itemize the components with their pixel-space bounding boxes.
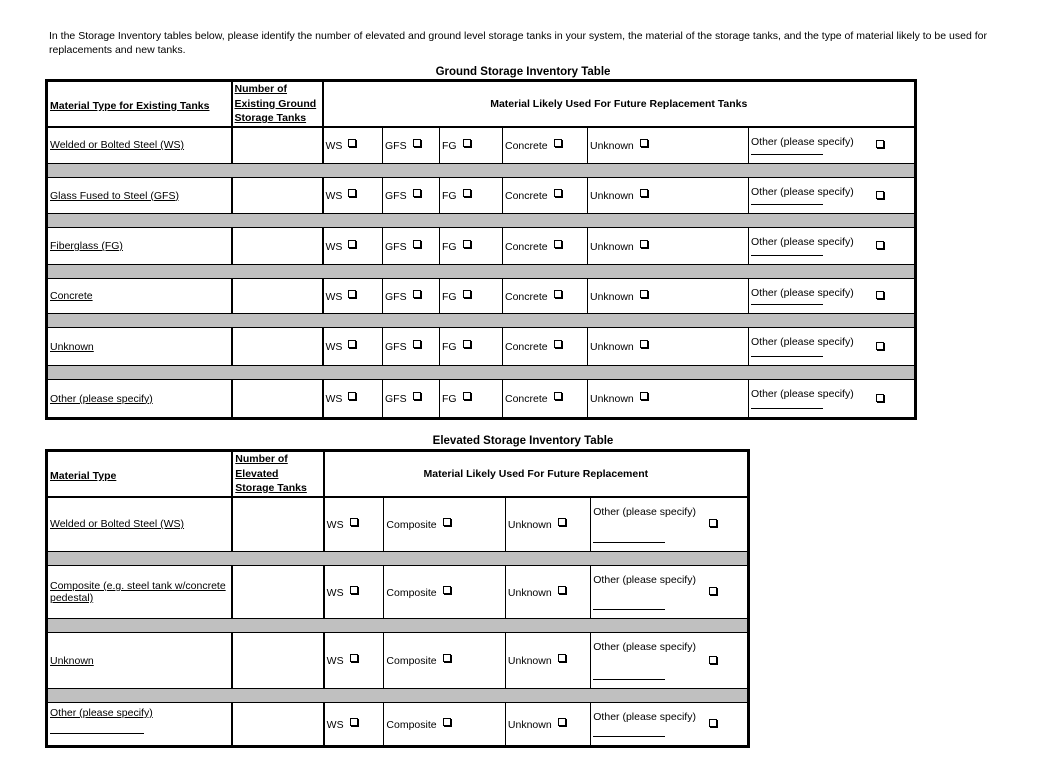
- option-unknown: [505, 703, 590, 747]
- option-label: FG: [442, 139, 457, 152]
- checkbox-gfs[interactable]: [413, 392, 421, 400]
- option-unknown: [588, 228, 749, 265]
- checkbox-ws[interactable]: [350, 654, 358, 662]
- ground-header-future: Material Likely Used For Future Replacement Tanks: [323, 81, 916, 127]
- option-unknown: [505, 566, 590, 619]
- other-label: Other (please specify): [751, 186, 854, 198]
- option-fg: [440, 228, 503, 265]
- checkbox-unknown[interactable]: [640, 189, 648, 197]
- checkbox-other[interactable]: [876, 342, 884, 350]
- row-separator: [47, 164, 916, 178]
- option-unknown: [588, 127, 749, 164]
- other-label: Other (please specify): [593, 641, 696, 653]
- checkbox-concrete[interactable]: [554, 240, 562, 248]
- ground-row-welded-or-bolted-steel-ws: [47, 127, 916, 164]
- material-label: Welded or Bolted Steel (WS): [50, 139, 185, 152]
- option-gfs: [383, 127, 440, 164]
- row-separator: [47, 552, 749, 566]
- option-label: Composite: [386, 518, 437, 531]
- checkbox-gfs[interactable]: [413, 189, 421, 197]
- checkbox-ws[interactable]: [350, 586, 358, 594]
- intro-text: In the Storage Inventory tables below, please identify the number of elevated and ground level storage tanks in your system, the material of the storage tanks, and the type of material likely to be used for replacements and new tanks.: [49, 30, 987, 56]
- other-label: Other (please specify): [593, 711, 696, 723]
- option-gfs: [383, 380, 440, 419]
- checkbox-unknown[interactable]: [640, 240, 648, 248]
- option-label: WS: [326, 518, 344, 531]
- option-other: [749, 127, 916, 164]
- checkbox-other[interactable]: [709, 656, 717, 664]
- option-label: GFS: [385, 190, 407, 202]
- option-label: GFS: [385, 240, 407, 253]
- checkbox-ws[interactable]: [348, 290, 356, 298]
- checkbox-concrete[interactable]: [554, 290, 562, 298]
- option-unknown: [505, 633, 590, 689]
- material-text: Other (please specify): [50, 707, 153, 719]
- checkbox-concrete[interactable]: [554, 139, 562, 147]
- checkbox-concrete[interactable]: [554, 392, 562, 400]
- option-label: Composite: [386, 655, 437, 667]
- option-label: FG: [442, 240, 457, 253]
- option-label: FG: [442, 190, 457, 202]
- checkbox-ws[interactable]: [348, 340, 356, 348]
- ground-table-title: Ground Storage Inventory Table: [435, 66, 611, 78]
- option-label: Composite: [386, 586, 437, 599]
- tank-count-field[interactable]: [232, 380, 323, 419]
- other-specify-line[interactable]: [751, 204, 823, 205]
- checkbox-concrete[interactable]: [554, 189, 562, 197]
- checkbox-other[interactable]: [876, 291, 884, 299]
- option-concrete: [503, 127, 588, 164]
- option-label: WS: [326, 718, 344, 731]
- other-specify-line[interactable]: [593, 609, 665, 610]
- row-separator: [47, 265, 916, 279]
- option-label: FG: [442, 290, 457, 303]
- material-label: Unknown: [50, 340, 94, 353]
- checkbox-ws[interactable]: [348, 392, 356, 400]
- checkbox-gfs[interactable]: [413, 240, 421, 248]
- tank-count-field[interactable]: [232, 279, 323, 314]
- option-label: Concrete: [505, 190, 548, 202]
- other-specify-line[interactable]: [593, 679, 665, 680]
- ground-row-glass-fused-to-steel-gfs: [47, 178, 916, 214]
- checkbox-other[interactable]: [876, 241, 884, 249]
- option-ws: [323, 228, 383, 265]
- option-other: [591, 497, 749, 552]
- elevated-row-composite-e-g-steel-tank-w-concrete-pedestal: [47, 566, 749, 619]
- other-label: Other (please specify): [751, 135, 854, 148]
- elevated-row-other-please-specify: [47, 703, 749, 747]
- option-gfs: [383, 328, 440, 366]
- checkbox-composite[interactable]: [443, 718, 451, 726]
- checkbox-other[interactable]: [876, 394, 884, 402]
- option-composite: [384, 566, 506, 619]
- option-other: [749, 178, 916, 214]
- option-other: [591, 566, 749, 619]
- option-composite: [384, 633, 506, 689]
- option-label: GFS: [385, 341, 407, 353]
- option-label: WS: [325, 341, 343, 353]
- checkbox-unknown[interactable]: [640, 139, 648, 147]
- option-label: WS: [325, 139, 343, 152]
- elevated-storage-table: [45, 449, 750, 748]
- tank-count-field[interactable]: [232, 497, 323, 552]
- checkbox-fg[interactable]: [463, 189, 471, 197]
- material-label: Other (please specify): [50, 392, 153, 405]
- elevated-header-number: Number of Elevated Storage Tanks: [232, 451, 323, 497]
- option-label: WS: [325, 240, 343, 253]
- elevated-row-welded-or-bolted-steel-ws: [47, 497, 749, 552]
- option-ws: [324, 497, 384, 552]
- option-label: WS: [325, 290, 343, 303]
- option-concrete: [503, 178, 588, 214]
- checkbox-composite[interactable]: [443, 654, 451, 662]
- other-label: Other (please specify): [751, 336, 854, 348]
- row-separator: [47, 619, 749, 633]
- option-gfs: [383, 228, 440, 265]
- tank-count-field[interactable]: [232, 703, 323, 747]
- checkbox-unknown[interactable]: [558, 718, 566, 726]
- option-ws: [323, 178, 383, 214]
- option-label: Concrete: [505, 240, 548, 253]
- checkbox-gfs[interactable]: [413, 340, 421, 348]
- other-specify-line[interactable]: [751, 255, 823, 256]
- option-fg: [440, 380, 503, 419]
- option-fg: [440, 127, 503, 164]
- option-fg: [440, 328, 503, 366]
- option-label: WS: [326, 586, 344, 599]
- option-label: Unknown: [590, 393, 634, 405]
- option-composite: [384, 703, 506, 747]
- material-label: Welded or Bolted Steel (WS): [50, 518, 185, 531]
- option-label: GFS: [385, 139, 407, 152]
- other-specify-line[interactable]: [751, 304, 823, 305]
- checkbox-gfs[interactable]: [413, 139, 421, 147]
- other-specify-line[interactable]: [593, 736, 665, 737]
- option-label: WS: [326, 655, 344, 667]
- option-unknown: [588, 380, 749, 419]
- ground-header-number: Number of Existing Ground Storage Tanks: [232, 81, 323, 127]
- other-label: Other (please specify): [751, 236, 854, 248]
- other-label: Other (please specify): [751, 287, 854, 299]
- option-gfs: [383, 279, 440, 314]
- option-ws: [324, 633, 384, 689]
- option-label: Concrete: [505, 290, 548, 303]
- option-other: [591, 703, 749, 747]
- ground-row-fiberglass-fg: [47, 228, 916, 265]
- material-label: [47, 703, 233, 747]
- tank-count-field[interactable]: [232, 127, 323, 164]
- checkbox-gfs[interactable]: [413, 290, 421, 298]
- row-separator: [47, 366, 916, 380]
- option-label: Unknown: [590, 190, 634, 202]
- option-other: [749, 380, 916, 419]
- checkbox-ws[interactable]: [350, 518, 358, 526]
- option-ws: [324, 703, 384, 747]
- option-gfs: [383, 178, 440, 214]
- option-label: Unknown: [507, 655, 552, 667]
- option-ws: [323, 279, 383, 314]
- option-other: [749, 328, 916, 366]
- checkbox-ws[interactable]: [348, 139, 356, 147]
- checkbox-other[interactable]: [709, 587, 717, 595]
- checkbox-unknown[interactable]: [640, 340, 648, 348]
- option-ws: [323, 328, 383, 366]
- elevated-table-title: Elevated Storage Inventory Table: [432, 435, 614, 447]
- tank-count-field[interactable]: [232, 566, 323, 619]
- ground-storage-table: [45, 79, 917, 420]
- option-label: WS: [325, 190, 343, 202]
- checkbox-fg[interactable]: [463, 139, 471, 147]
- option-label: Unknown: [507, 586, 552, 599]
- checkbox-ws[interactable]: [348, 240, 356, 248]
- option-concrete: [503, 380, 588, 419]
- option-label: Unknown: [507, 718, 552, 731]
- elevated-row-unknown: [47, 633, 749, 689]
- option-label: Unknown: [590, 290, 634, 303]
- checkbox-unknown[interactable]: [558, 586, 566, 594]
- other-specify-line[interactable]: [751, 408, 823, 409]
- option-other: [591, 633, 749, 689]
- checkbox-concrete[interactable]: [554, 340, 562, 348]
- row-separator: [47, 689, 749, 703]
- option-label: Unknown: [590, 139, 634, 152]
- tank-count-field[interactable]: [232, 178, 323, 214]
- checkbox-other[interactable]: [709, 519, 717, 527]
- checkbox-other[interactable]: [876, 191, 884, 199]
- option-other: [749, 228, 916, 265]
- option-label: FG: [442, 341, 457, 353]
- row-separator: [47, 314, 916, 328]
- option-label: WS: [325, 393, 343, 405]
- tank-count-field[interactable]: [232, 633, 323, 689]
- option-label: Concrete: [505, 393, 548, 405]
- ground-header-material: Material Type for Existing Tanks: [47, 81, 232, 127]
- checkbox-fg[interactable]: [463, 392, 471, 400]
- option-unknown: [505, 497, 590, 552]
- option-label: Concrete: [505, 139, 548, 152]
- option-ws: [323, 380, 383, 419]
- material-label: Fiberglass (FG): [50, 240, 123, 252]
- other-specify-line[interactable]: [751, 154, 823, 155]
- option-ws: [324, 566, 384, 619]
- material-label: Concrete: [50, 290, 93, 302]
- option-label: FG: [442, 393, 457, 405]
- option-unknown: [588, 178, 749, 214]
- material-label: Unknown: [50, 654, 94, 667]
- option-other: [749, 279, 916, 314]
- other-label: Other (please specify): [593, 574, 696, 586]
- option-label: Unknown: [590, 240, 634, 253]
- option-fg: [440, 178, 503, 214]
- checkbox-unknown[interactable]: [558, 654, 566, 662]
- option-label: GFS: [385, 393, 407, 405]
- option-unknown: [588, 279, 749, 314]
- ground-row-concrete: [47, 279, 916, 314]
- option-concrete: [503, 279, 588, 314]
- option-label: Unknown: [507, 518, 552, 531]
- ground-row-other-please-specify: [47, 380, 916, 419]
- checkbox-composite[interactable]: [443, 586, 451, 594]
- checkbox-other[interactable]: [876, 140, 884, 148]
- other-specify-line[interactable]: [593, 542, 665, 543]
- tank-count-field[interactable]: [232, 328, 323, 366]
- row-separator: [47, 214, 916, 228]
- checkbox-ws[interactable]: [350, 718, 358, 726]
- option-label: Composite: [386, 718, 437, 731]
- option-concrete: [503, 328, 588, 366]
- option-label: Concrete: [505, 341, 548, 353]
- other-label: Other (please specify): [751, 388, 854, 400]
- option-ws: [323, 127, 383, 164]
- elevated-header-material: Material Type: [47, 451, 233, 497]
- other-specify-line[interactable]: [751, 356, 823, 357]
- checkbox-unknown[interactable]: [640, 392, 648, 400]
- option-concrete: [503, 228, 588, 265]
- elevated-header-future: Material Likely Used For Future Replacement: [324, 451, 749, 497]
- ground-row-unknown: [47, 328, 916, 366]
- other-label: Other (please specify): [593, 505, 696, 518]
- checkbox-unknown[interactable]: [558, 518, 566, 526]
- option-label: GFS: [385, 290, 407, 303]
- material-label: Composite (e.g. steel tank w/concrete pedestal): [50, 580, 226, 604]
- option-label: Unknown: [590, 341, 634, 353]
- checkbox-fg[interactable]: [463, 290, 471, 298]
- checkbox-fg[interactable]: [463, 340, 471, 348]
- checkbox-other[interactable]: [709, 719, 717, 727]
- checkbox-composite[interactable]: [443, 518, 451, 526]
- checkbox-unknown[interactable]: [640, 290, 648, 298]
- material-label: Glass Fused to Steel (GFS): [50, 189, 179, 202]
- tank-count-field[interactable]: [232, 228, 323, 265]
- option-composite: [384, 497, 506, 552]
- checkbox-ws[interactable]: [348, 189, 356, 197]
- checkbox-fg[interactable]: [463, 240, 471, 248]
- material-specify-line[interactable]: [50, 733, 144, 734]
- option-fg: [440, 279, 503, 314]
- option-unknown: [588, 328, 749, 366]
